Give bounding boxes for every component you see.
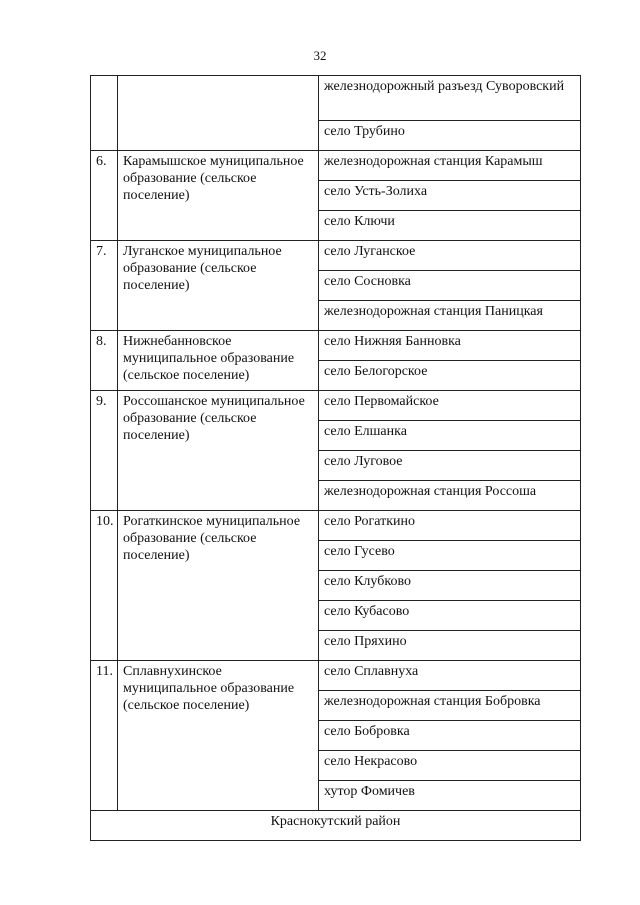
- settlement-cell: село Луганское: [319, 241, 581, 271]
- settlement-cell: село Елшанка: [319, 421, 581, 451]
- settlement-cell: село Рогаткино: [319, 511, 581, 541]
- municipality-name: Россошанское муниципальное образование (сельское поселение): [118, 391, 319, 511]
- table-row: [91, 241, 581, 271]
- table-row: [91, 391, 581, 421]
- municipality-number: 8.: [91, 331, 118, 391]
- municipality-name: Луганское муниципальное образование (сельское поселение): [118, 241, 319, 331]
- settlement-cell: железнодорожный разъезд Суворовский: [319, 76, 581, 121]
- settlement-cell: село Гусево: [319, 541, 581, 571]
- municipality-number: 6.: [91, 151, 118, 241]
- region-heading: Краснокутский район: [91, 811, 581, 841]
- municipality-name: Карамышское муниципальное образование (сельское поселение): [118, 151, 319, 241]
- settlement-cell: село Усть-Золиха: [319, 181, 581, 211]
- municipality-name: [118, 76, 319, 151]
- settlement-cell: село Луговое: [319, 451, 581, 481]
- municipality-name: Рогаткинское муниципальное образование (сельское поселение): [118, 511, 319, 661]
- municipality-name: Сплавнухинское муниципальное образование (сельское поселение): [118, 661, 319, 811]
- settlement-cell: железнодорожная станция Паницкая: [319, 301, 581, 331]
- settlement-cell: село Белогорское: [319, 361, 581, 391]
- settlement-cell: село Некрасово: [319, 751, 581, 781]
- page-number: 32: [313, 48, 327, 63]
- settlement-cell: село Первомайское: [319, 391, 581, 421]
- table-row: [91, 661, 581, 691]
- settlements-table: [90, 75, 581, 841]
- table-row: [91, 151, 581, 181]
- table-row: [91, 76, 581, 121]
- settlement-cell: железнодорожная станция Бобровка: [319, 691, 581, 721]
- settlement-cell: село Ключи: [319, 211, 581, 241]
- region-row: [91, 811, 581, 841]
- municipality-number: 7.: [91, 241, 118, 331]
- settlement-cell: село Нижняя Банновка: [319, 331, 581, 361]
- settlement-cell: хутор Фомичев: [319, 781, 581, 811]
- settlement-cell: село Клубково: [319, 571, 581, 601]
- settlement-cell: село Кубасово: [319, 601, 581, 631]
- settlement-cell: село Пряхино: [319, 631, 581, 661]
- settlement-cell: село Сплавнуха: [319, 661, 581, 691]
- table-row: [91, 331, 581, 361]
- municipality-number: 10.: [91, 511, 118, 661]
- settlement-cell: железнодорожная станция Россоша: [319, 481, 581, 511]
- table-row: [91, 511, 581, 541]
- municipality-name: Нижнебанновское муниципальное образование (сельское поселение): [118, 331, 319, 391]
- table-body: [91, 76, 581, 841]
- settlement-cell: село Бобровка: [319, 721, 581, 751]
- municipality-number: [91, 76, 118, 151]
- municipality-number: 9.: [91, 391, 118, 511]
- municipality-number: 11.: [91, 661, 118, 811]
- settlement-cell: железнодорожная станция Карамыш: [319, 151, 581, 181]
- settlement-cell: село Трубино: [319, 121, 581, 151]
- settlement-cell: село Сосновка: [319, 271, 581, 301]
